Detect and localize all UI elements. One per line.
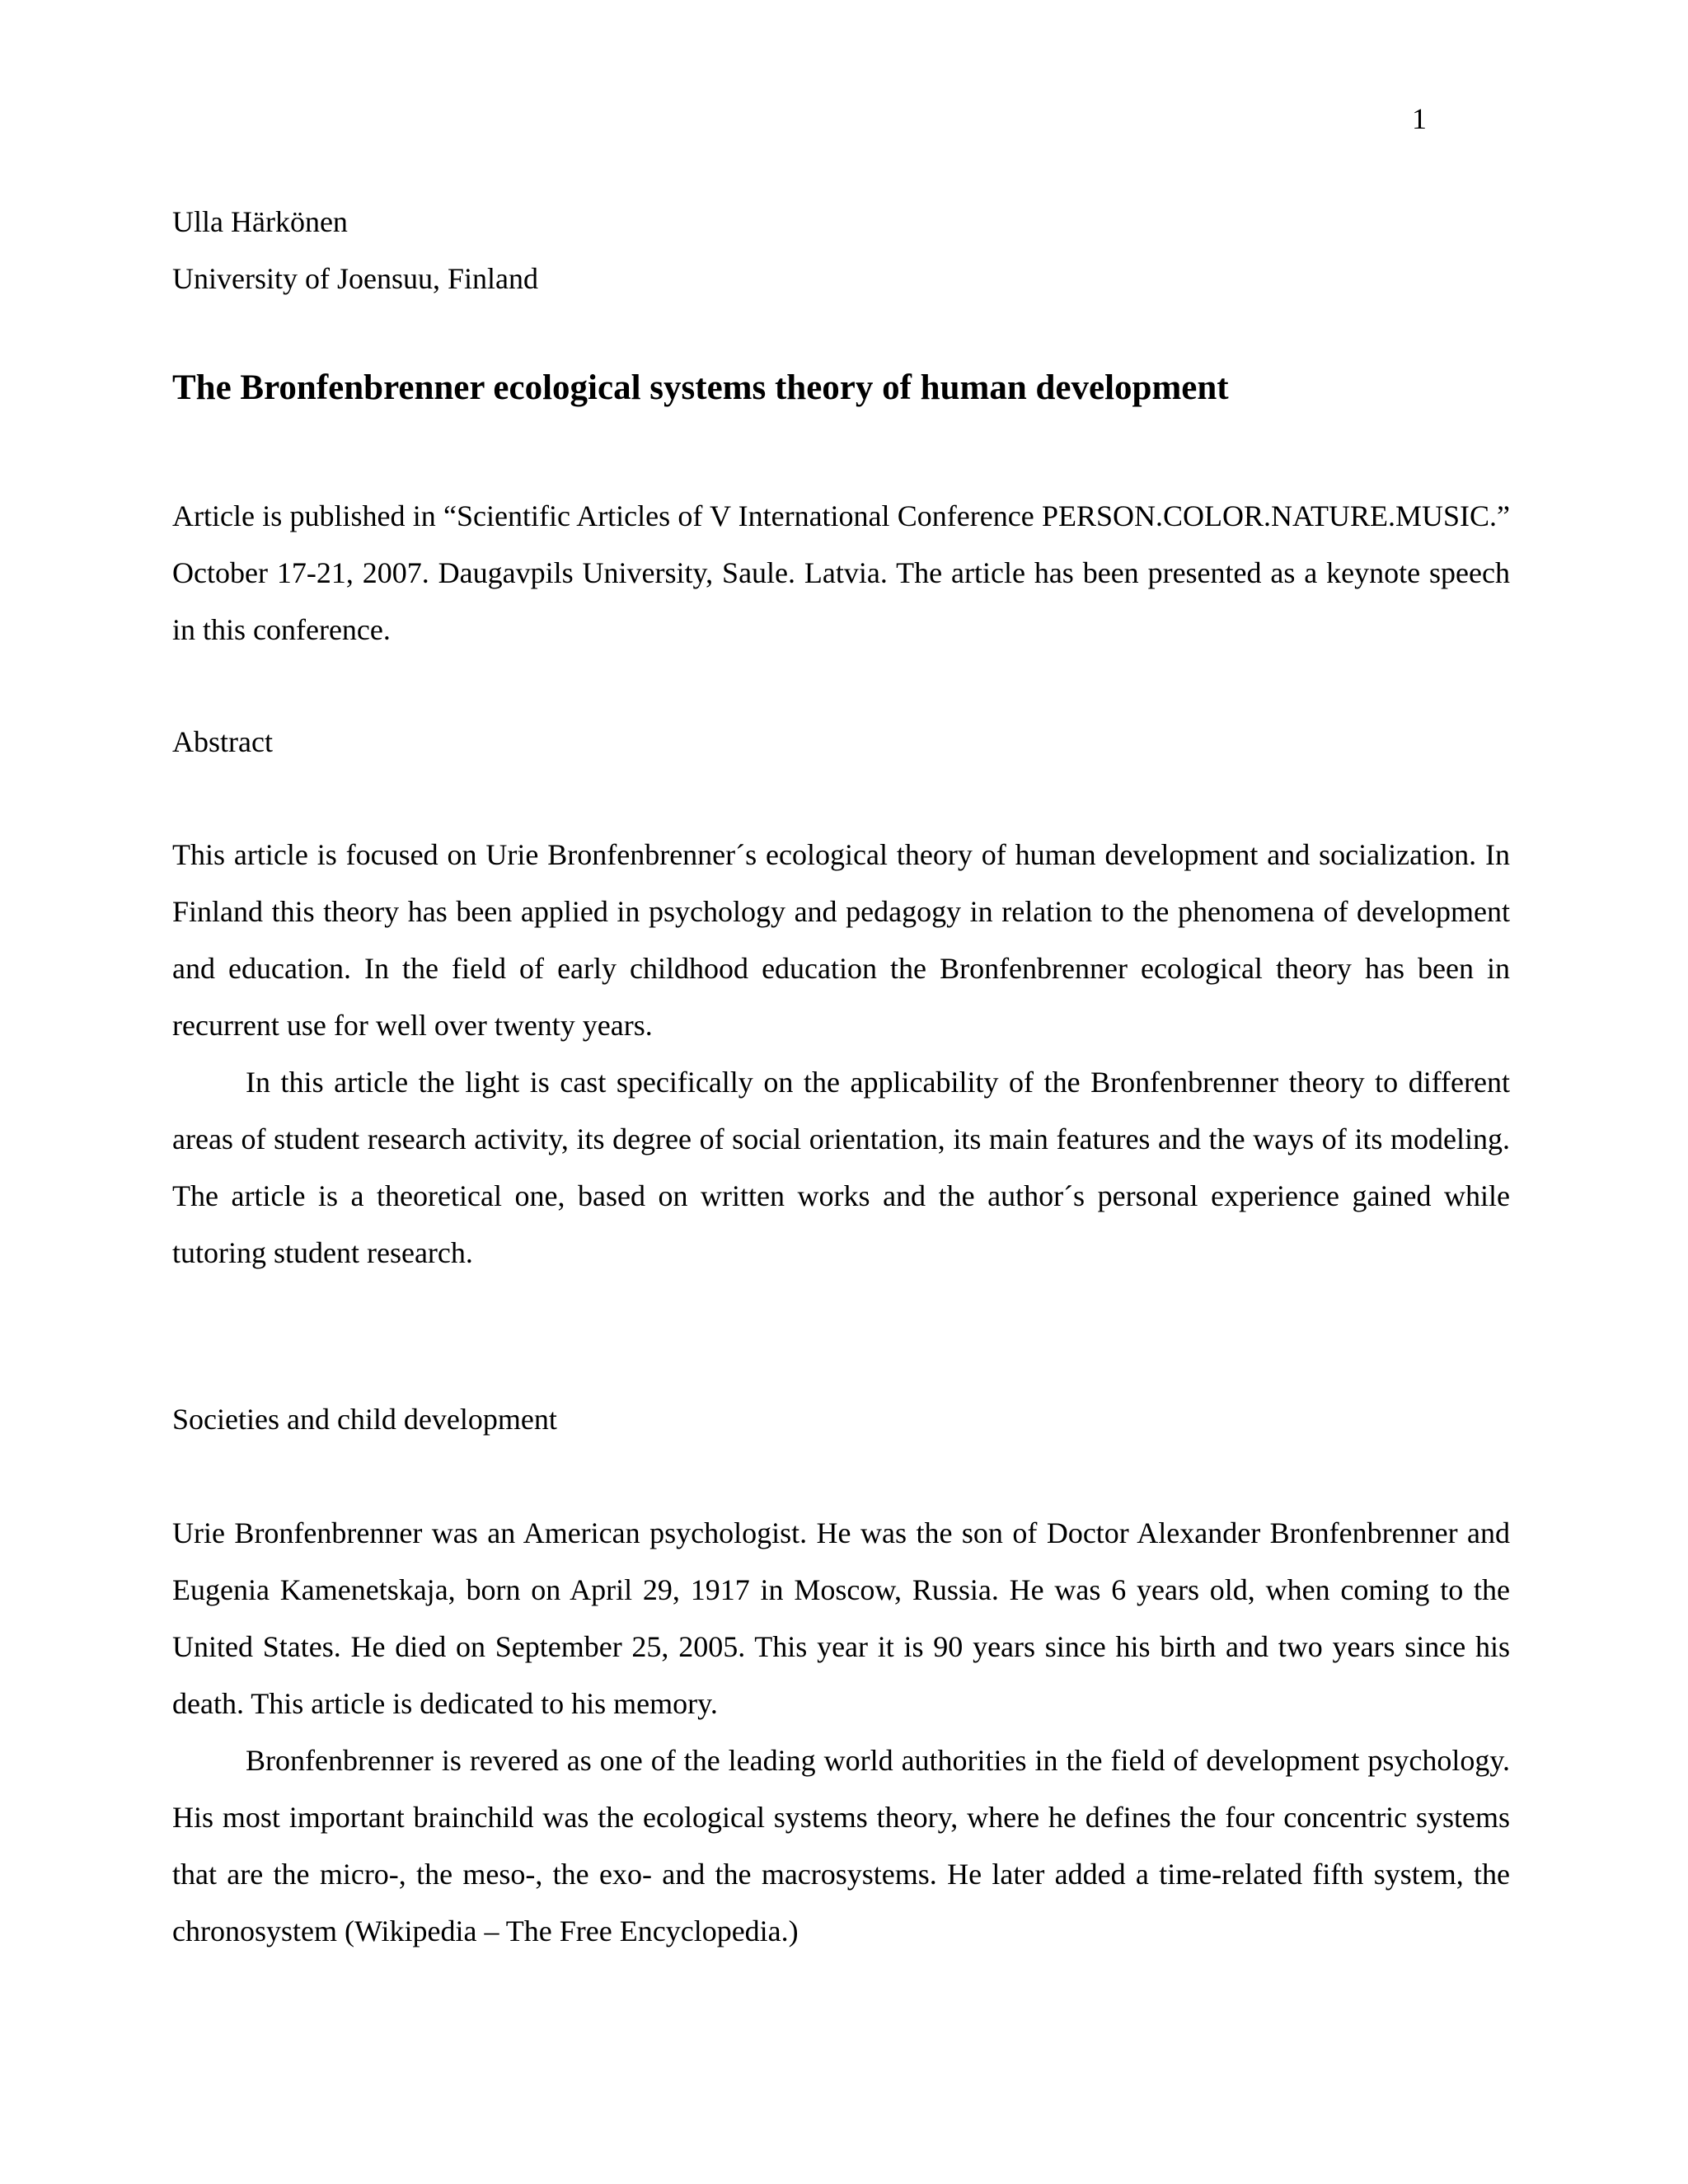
page-number: 1: [1412, 102, 1427, 135]
author-name: Ulla Härkönen: [172, 205, 348, 238]
abstract-paragraph: This article is focused on Urie Bronfenbrenner´s ecological theory of human development and socialization. In Finland this theory has been applied in psychology and pedagogy in relation to the phenomena of development and education. In the field of early childhood education the Bronfenbrenner ecological theory has been in recurrent use for well over twenty years.: [172, 838, 1510, 1042]
author-block: [172, 194, 538, 307]
publication-note: [172, 488, 1510, 658]
publication-note-text: Article is published in “Scientific Articles of V International Conference PERSON.COLOR.NATURE.MUSIC.” October 17-21, 2007. Daugavpils University, Saule. Latvia. The article has been presented as a keynote speech in this conference.: [172, 499, 1510, 646]
section-paragraph: Bronfenbrenner is revered as one of the leading world authorities in the field of development psychology. His most important brainchild was the ecological systems theory, where he defines the four concentric systems that are the micro-, the meso-, the exo- and the macrosystems. He later added a time-related fifth system, the chronosystem (Wikipedia – The Free Encyclopedia.): [172, 1744, 1510, 1947]
section-paragraph: Urie Bronfenbrenner was an American psychologist. He was the son of Doctor Alexander Bronfenbrenner and Eugenia Kamenetskaja, born on April 29, 1917 in Moscow, Russia. He was 6 years old, when coming to the United States. He died on September 25, 2005. This year it is 90 years since his birth and two years since his death. This article is dedicated to his memory.: [172, 1516, 1510, 1720]
section-heading: Societies and child development: [172, 1403, 557, 1436]
author-affiliation: University of Joensuu, Finland: [172, 262, 538, 295]
abstract-body: [172, 827, 1510, 1282]
abstract-heading: Abstract: [172, 725, 273, 758]
section-body: [172, 1505, 1510, 1960]
article-title: The Bronfenbrenner ecological systems theory of human development: [172, 368, 1229, 407]
abstract-paragraph: In this article the light is cast specifically on the applicability of the Bronfenbrenner theory to different areas of student research activity, its degree of social orientation, its main features and the ways of its modeling. The article is a theoretical one, based on written works and the author´s personal experience gained while tutoring student research.: [172, 1066, 1510, 1269]
